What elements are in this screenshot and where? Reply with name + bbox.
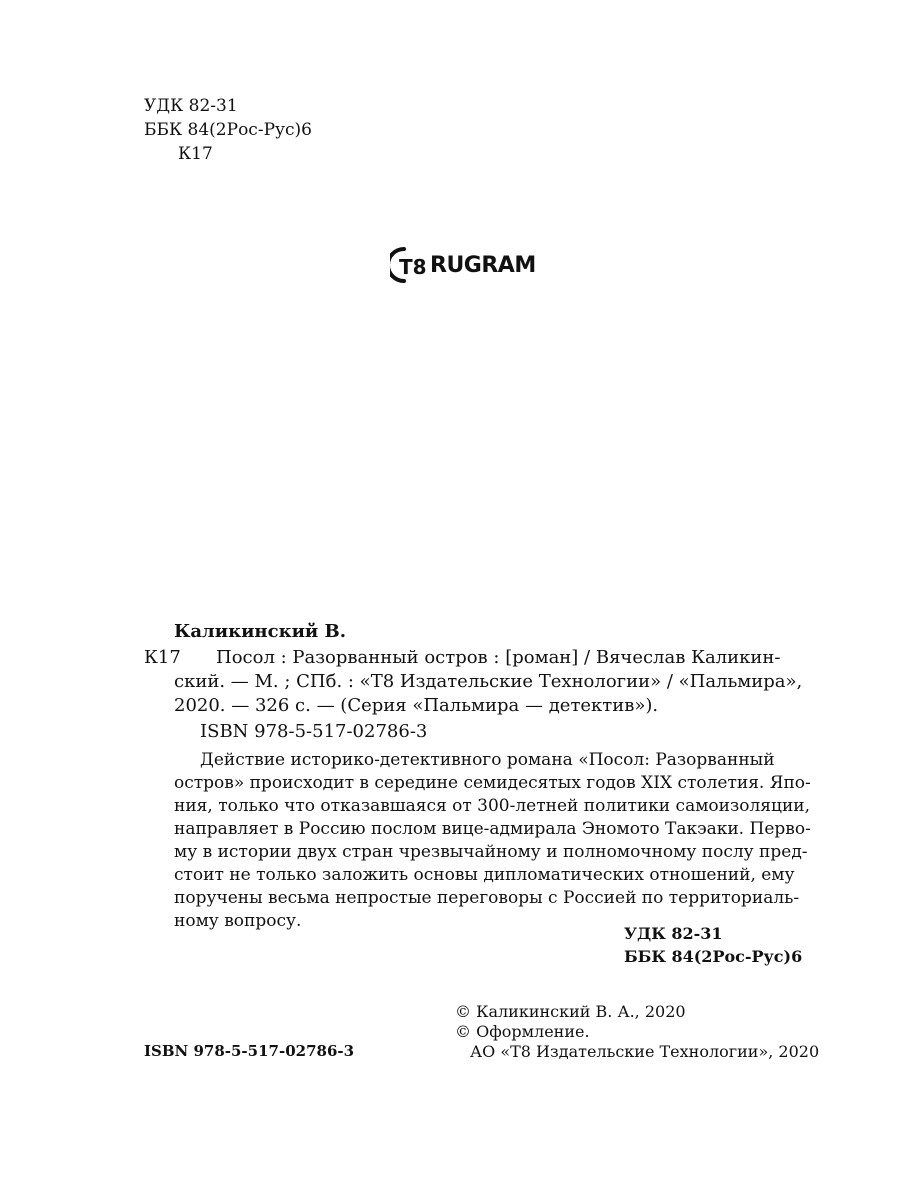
bib-isbn: ISBN 978-5-517-02786-3 <box>200 721 428 742</box>
description-line: остров» происходит в середине семидесятых годов XIX столетия. Япо- <box>174 773 811 793</box>
footer-isbn: ISBN 978-5-517-02786-3 <box>144 1042 355 1060</box>
copyright-design: © Оформление. <box>455 1022 590 1041</box>
bib-line-1: Посол : Разорванный остров : [роман] / Вячеслав Каликин- <box>216 647 781 668</box>
bbk-code: ББК 84(2Рос-Рус)6 <box>144 120 312 140</box>
author-name: Каликинский В. <box>174 621 347 642</box>
description-line: стоит не только заложить основы дипломатических отношений, ему <box>174 865 795 885</box>
description-line: направляет в Россию послом вице-адмирала Эномото Такэаки. Перво- <box>174 819 811 839</box>
copyright-publisher: АО «Т8 Издательские Технологии», 2020 <box>470 1042 820 1061</box>
description-line: му в истории двух стран чрезвычайному и полномочному послу пред- <box>174 842 808 862</box>
copyright-author: © Каликинский В. А., 2020 <box>455 1002 686 1021</box>
udk-code: УДК 82-31 <box>144 96 238 116</box>
udk-code-right: УДК 82-31 <box>624 924 723 943</box>
author-mark-code: К17 <box>178 144 213 164</box>
description-line: Действие историко-детективного романа «Посол: Разорванный <box>200 750 775 770</box>
description-line: поручены весьма непростые переговоры с Россией по территориаль- <box>174 888 800 908</box>
bib-author-code: К17 <box>144 647 181 668</box>
bib-line-2: ский. — М. ; СПб. : «Т8 Издательские Технологии» / «Пальмира», <box>174 671 803 692</box>
description-line: ния, только что отказавшаяся от 300-летней политики самоизоляции, <box>174 796 811 816</box>
description-line: ному вопросу. <box>174 911 302 931</box>
bib-line-3: 2020. — 326 с. — (Серия «Пальмира — детектив»). <box>174 695 659 716</box>
publisher-logo <box>390 245 536 285</box>
logo-mark: T8 <box>399 255 427 279</box>
t8-logo-icon <box>390 245 428 285</box>
logo-text: RUGRAM <box>430 252 536 278</box>
bbk-code-right: ББК 84(2Рос-Рус)6 <box>624 947 803 966</box>
